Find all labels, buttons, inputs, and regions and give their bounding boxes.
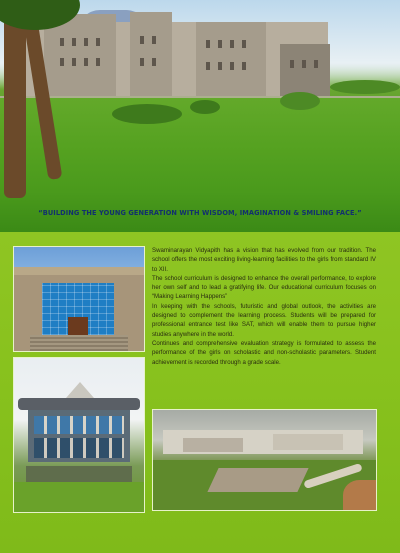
campus-plaza bbox=[207, 468, 308, 492]
window bbox=[152, 58, 156, 66]
roof-eave bbox=[18, 398, 140, 410]
window bbox=[290, 60, 294, 68]
paragraph-vision: Swaminarayan Vidyapith has a vision that has evolved from our tradition. The school offers the most exciting living-learning facilities to the girls from standard IV to XII. bbox=[152, 247, 376, 273]
window bbox=[140, 58, 144, 66]
window bbox=[152, 36, 156, 44]
building-wing-center bbox=[130, 12, 172, 96]
tree-line bbox=[330, 80, 400, 94]
vision-text bbox=[152, 246, 376, 367]
window bbox=[72, 38, 76, 46]
window bbox=[60, 58, 64, 66]
slogan-quote: “BUILDING THE YOUNG GENERATION WITH WISDOM, IMAGINATION & SMILING FACE.” bbox=[38, 209, 362, 217]
dirt-field bbox=[343, 480, 376, 510]
paragraph-curriculum: The school curriculum is designed to enhance the overall performance, to explore her own self and to lead a gratifying life. Our educational curriculum focuses on “Making Learning Happens” bbox=[152, 274, 376, 301]
paragraph-evaluation: Continues and comprehensive evaluation strategy is formulated to assess the performance of the girls on scholastic and non-scholastic parameters. Student achievement is recorded through a grade scale. bbox=[152, 339, 376, 366]
window bbox=[242, 40, 246, 48]
building-wing-far-right bbox=[280, 44, 330, 96]
window bbox=[206, 62, 210, 70]
pavilion-windows-lower bbox=[34, 438, 124, 458]
window bbox=[72, 58, 76, 66]
hero-campus-photo bbox=[0, 0, 400, 232]
photo-glass-building bbox=[13, 246, 145, 352]
building-crenellation bbox=[14, 267, 144, 275]
window bbox=[96, 38, 100, 46]
window bbox=[206, 40, 210, 48]
window bbox=[84, 58, 88, 66]
window bbox=[218, 40, 222, 48]
window bbox=[60, 38, 64, 46]
tree-trunk-left bbox=[4, 0, 26, 198]
campus-building-block bbox=[183, 438, 243, 452]
window bbox=[218, 62, 222, 70]
window bbox=[84, 38, 88, 46]
window bbox=[230, 40, 234, 48]
palm-tree bbox=[280, 92, 320, 110]
window bbox=[140, 36, 144, 44]
campus-building-block bbox=[273, 434, 343, 450]
shrub bbox=[112, 104, 182, 124]
entrance-steps bbox=[30, 335, 128, 351]
pavilion-windows-upper bbox=[34, 416, 124, 434]
lawn bbox=[14, 482, 144, 512]
window bbox=[242, 62, 246, 70]
window bbox=[96, 58, 100, 66]
building-wing-right bbox=[196, 22, 266, 96]
shrub bbox=[190, 100, 220, 114]
roof-spire bbox=[66, 382, 94, 398]
photo-aerial-campus bbox=[152, 409, 377, 511]
paragraph-outlook: In keeping with the schools, futuristic and global outlook, the activities are designed to complement the learning process. Students will be prepared for professional entrance test like SAT, which will enable them to pursue higher studies anywhere in the world. bbox=[152, 302, 376, 338]
window bbox=[314, 60, 318, 68]
photo-octagonal-building bbox=[13, 357, 145, 513]
entrance-door bbox=[68, 317, 88, 335]
window bbox=[230, 62, 234, 70]
window bbox=[302, 60, 306, 68]
